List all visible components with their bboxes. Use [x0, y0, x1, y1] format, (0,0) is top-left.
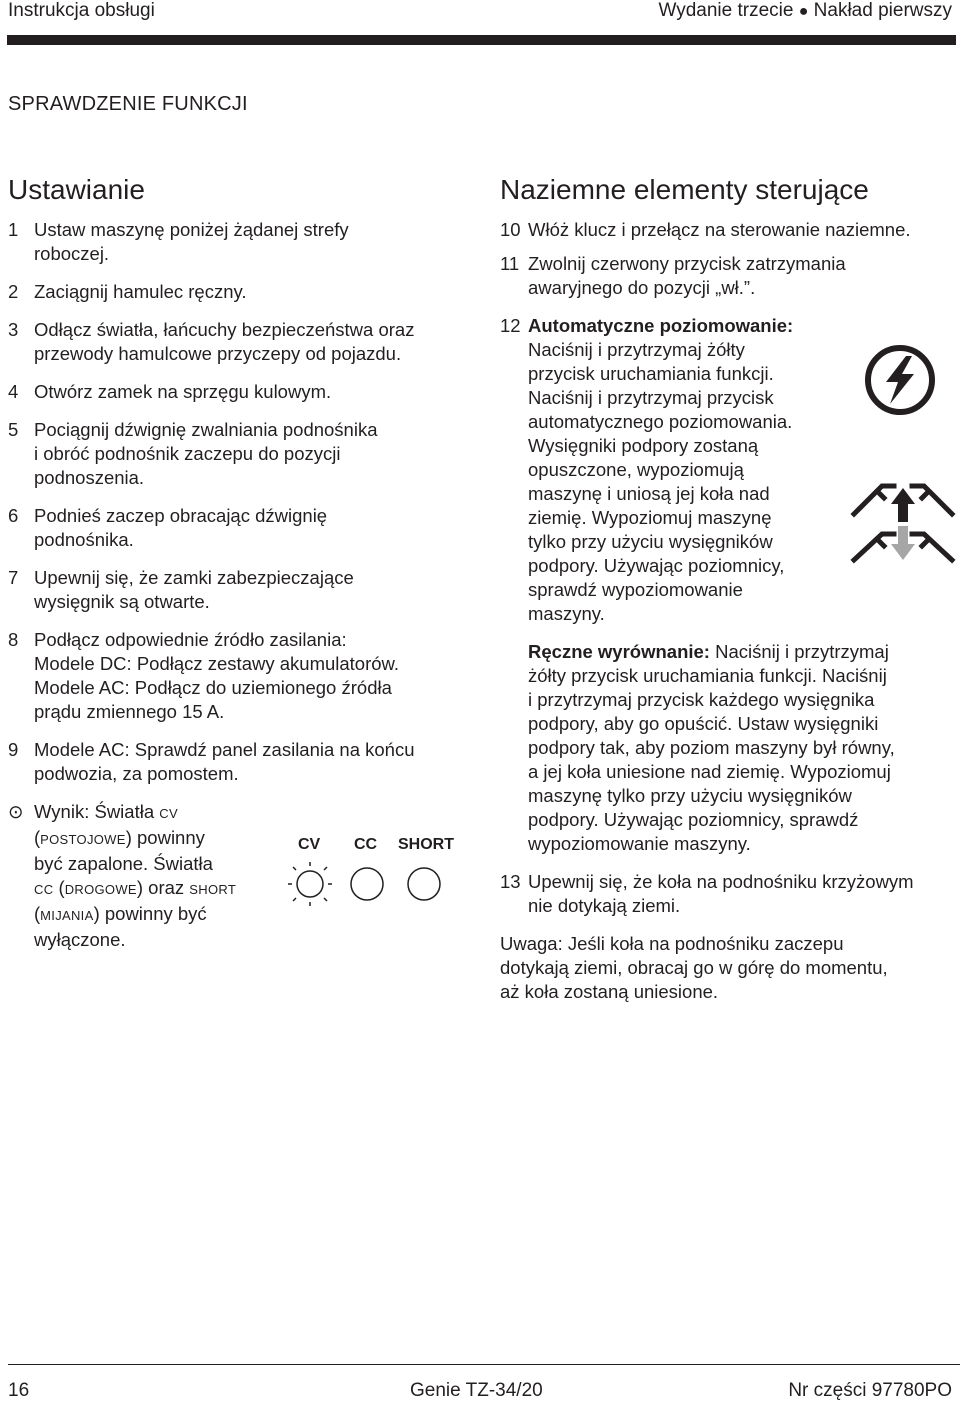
step-text: podpory, aby go opuścić. Ustaw wysięgniki — [528, 713, 879, 734]
result-fragment: ) powinny być — [93, 903, 207, 924]
step-text: Wysięgniki podpory zostaną — [528, 435, 759, 456]
cv-label: CV — [298, 836, 321, 853]
result-text — [34, 826, 324, 852]
step-text: podnoszenia. — [34, 467, 145, 488]
manual-level-title: Ręczne wyrównanie: — [528, 641, 710, 662]
lights-illustration — [288, 832, 468, 922]
manual-level-text — [528, 640, 955, 664]
step-text: tylko przy użyciu wysięgników — [528, 531, 773, 552]
result-fragment: ) powinny — [125, 827, 205, 848]
manual-level-first: Naciśnij i przytrzymaj — [709, 641, 889, 662]
step-text: wysięgnik są otwarte. — [34, 591, 210, 612]
step-text: podpory tak, aby poziom maszyny był równy, — [528, 737, 895, 758]
step-number: 13 — [500, 871, 521, 892]
edition: Wydanie trzecie — [658, 0, 794, 21]
step-text: i obróć podnośnik zaczepu do pozycji — [34, 443, 341, 464]
header-bar — [7, 35, 956, 45]
step-text: Włóż klucz i przełącz na sterowanie naziemne. — [528, 219, 911, 240]
step-number: 2 — [8, 281, 19, 302]
step-11 — [500, 252, 955, 300]
step-text: maszynę tylko przy użyciu wysięgników — [528, 785, 852, 806]
step-text: a jej koła uniesione nad ziemię. Wypoziomuj — [528, 761, 891, 782]
step-text: i przytrzymaj przycisk każdego wysięgnika — [528, 689, 875, 710]
step-text: Upewnij się, że zamki zabezpieczające — [34, 567, 354, 588]
auto-level-outriggers-icon — [848, 478, 960, 570]
edition-info — [658, 0, 952, 22]
step-3 — [8, 318, 478, 366]
step-text: automatycznego poziomowania. — [528, 411, 793, 432]
step-text: Upewnij się, że koła na podnośniku krzyżowym — [528, 871, 914, 892]
step-text: Naciśnij i przytrzymaj żółty — [528, 339, 745, 360]
part-number: Nr części 97780PO — [788, 1380, 952, 1401]
result-text — [34, 800, 324, 826]
step-number: 11 — [500, 253, 520, 274]
note-text: aż koła zostaną uniesione. — [500, 981, 719, 1002]
step-text: maszyny. — [528, 603, 605, 624]
step-text: Odłącz światła, łańcuchy bezpieczeństwa oraz — [34, 319, 415, 340]
short-label: SHORT — [398, 836, 454, 853]
step-text: Modele AC: Podłącz do uziemionego źródła — [34, 677, 392, 698]
result-fragment: ) oraz — [136, 877, 190, 898]
result-fragment: CV — [159, 806, 178, 821]
note-text: dotykają ziemi, obracaj go w górę do momentu, — [500, 957, 888, 978]
step-number: 8 — [8, 629, 19, 650]
cc-label: CC — [354, 836, 378, 853]
footer-rule — [8, 1364, 960, 1365]
step-text: Zwolnij czerwony przycisk zatrzymania — [528, 253, 846, 274]
note — [500, 932, 955, 1004]
step-13 — [500, 870, 955, 918]
step-2 — [8, 280, 478, 304]
step-text: roboczej. — [34, 243, 110, 264]
step-10 — [500, 218, 955, 242]
result-fragment: POSTOJOWE — [40, 832, 126, 847]
result-symbol: ⊙ — [8, 801, 24, 822]
section-title: SPRAWDZENIE FUNKCJI — [8, 93, 248, 115]
step-text: podpory. Używając poziomnicy, sprawdź — [528, 809, 859, 830]
step-text: żółty przycisk uruchamiania funkcji. Naciśnij — [528, 665, 887, 686]
lightning-bolt-icon — [862, 342, 938, 418]
step-text: Naciśnij i przytrzymaj przycisk — [528, 387, 774, 408]
note-text: Uwaga: Jeśli koła na podnośniku zaczepu — [500, 933, 844, 954]
result-fragment: Wynik: Światła — [34, 801, 160, 822]
step-9 — [8, 738, 478, 786]
step-text: podpory. Używając poziomnicy, — [528, 555, 785, 576]
result-fragment: ( — [53, 877, 65, 898]
step-number: 5 — [8, 419, 19, 440]
step-text: podnośnika. — [34, 529, 134, 550]
step-number: 3 — [8, 319, 19, 340]
step-text: Modele DC: Podłącz zestawy akumulatorów. — [34, 653, 400, 674]
manual-title: Instrukcja obsługi — [8, 0, 155, 21]
model-name: Genie TZ-34/20 — [410, 1380, 543, 1401]
result-fragment: CC — [34, 882, 54, 897]
result-text: wyłączone. — [34, 929, 126, 950]
lamp-unlit-icon — [405, 865, 445, 905]
printing: Nakład pierwszy — [813, 0, 952, 21]
step-text: opuszczone, wypoziomują — [528, 459, 744, 480]
step-text: sprawdź wypoziomowanie — [528, 579, 743, 600]
step-number: 6 — [8, 505, 19, 526]
step-text: Podłącz odpowiednie źródło zasilania: — [34, 629, 347, 650]
step-text: ziemię. Wypoziomuj maszynę — [528, 507, 772, 528]
step-text: Podnieś zaczep obracając dźwignię — [34, 505, 328, 526]
result-text — [34, 902, 324, 928]
result-fragment: ( — [34, 827, 41, 848]
step-7 — [8, 566, 478, 614]
step-text: przewody hamulcowe przyczepy od pojazdu. — [34, 343, 402, 364]
step-text: Modele AC: Sprawdź panel zasilania na końcu — [34, 739, 415, 760]
step-8 — [8, 628, 478, 724]
step-text: awaryjnego do pozycji „wł.”. — [528, 277, 756, 298]
auto-level-title: Automatyczne poziomowanie: — [528, 315, 794, 336]
step-text: przycisk uruchamiania funkcji. — [528, 363, 774, 384]
step-text: Otwórz zamek na sprzęgu kulowym. — [34, 381, 332, 402]
result-text — [34, 876, 324, 902]
ground-controls-column — [500, 172, 955, 1004]
step-text: prądu zmiennego 15 A. — [34, 701, 225, 722]
result-fragment: MIJANIA — [40, 908, 94, 923]
step-number: 12 — [500, 315, 521, 336]
result-fragment: DROGOWE — [64, 882, 137, 897]
step-text: maszynę i uniosą jej koła nad — [528, 483, 770, 504]
step-number: 4 — [8, 381, 19, 402]
page-number: 16 — [8, 1380, 30, 1401]
result — [8, 800, 324, 952]
step-6 — [8, 504, 478, 552]
lamp-unlit-icon — [348, 865, 388, 905]
step-5 — [8, 418, 478, 490]
step-1 — [8, 218, 478, 266]
ground-controls-heading: Naziemne elementy sterujące — [500, 174, 869, 205]
step-number: 7 — [8, 567, 19, 588]
step-text: wypoziomowanie maszyny. — [528, 833, 751, 854]
page-header — [8, 0, 952, 30]
result-fragment: ( — [34, 903, 41, 924]
step-text: Ustaw maszynę poniżej żądanej strefy — [34, 219, 349, 240]
result-fragment: SHORT — [189, 882, 237, 897]
step-number: 1 — [8, 219, 19, 240]
step-text: Zaciągnij hamulec ręczny. — [34, 281, 247, 302]
step-text: podwozia, za pomostem. — [34, 763, 239, 784]
step-number: 10 — [500, 219, 521, 240]
step-text: nie dotykają ziemi. — [528, 895, 681, 916]
setup-heading: Ustawianie — [8, 174, 145, 205]
result-text: być zapalone. Światła — [34, 853, 213, 874]
step-number: 9 — [8, 739, 19, 760]
bullet-separator: ● — [798, 3, 809, 20]
step-4 — [8, 380, 478, 404]
step-text: Pociągnij dźwignię zwalniania podnośnika — [34, 419, 378, 440]
